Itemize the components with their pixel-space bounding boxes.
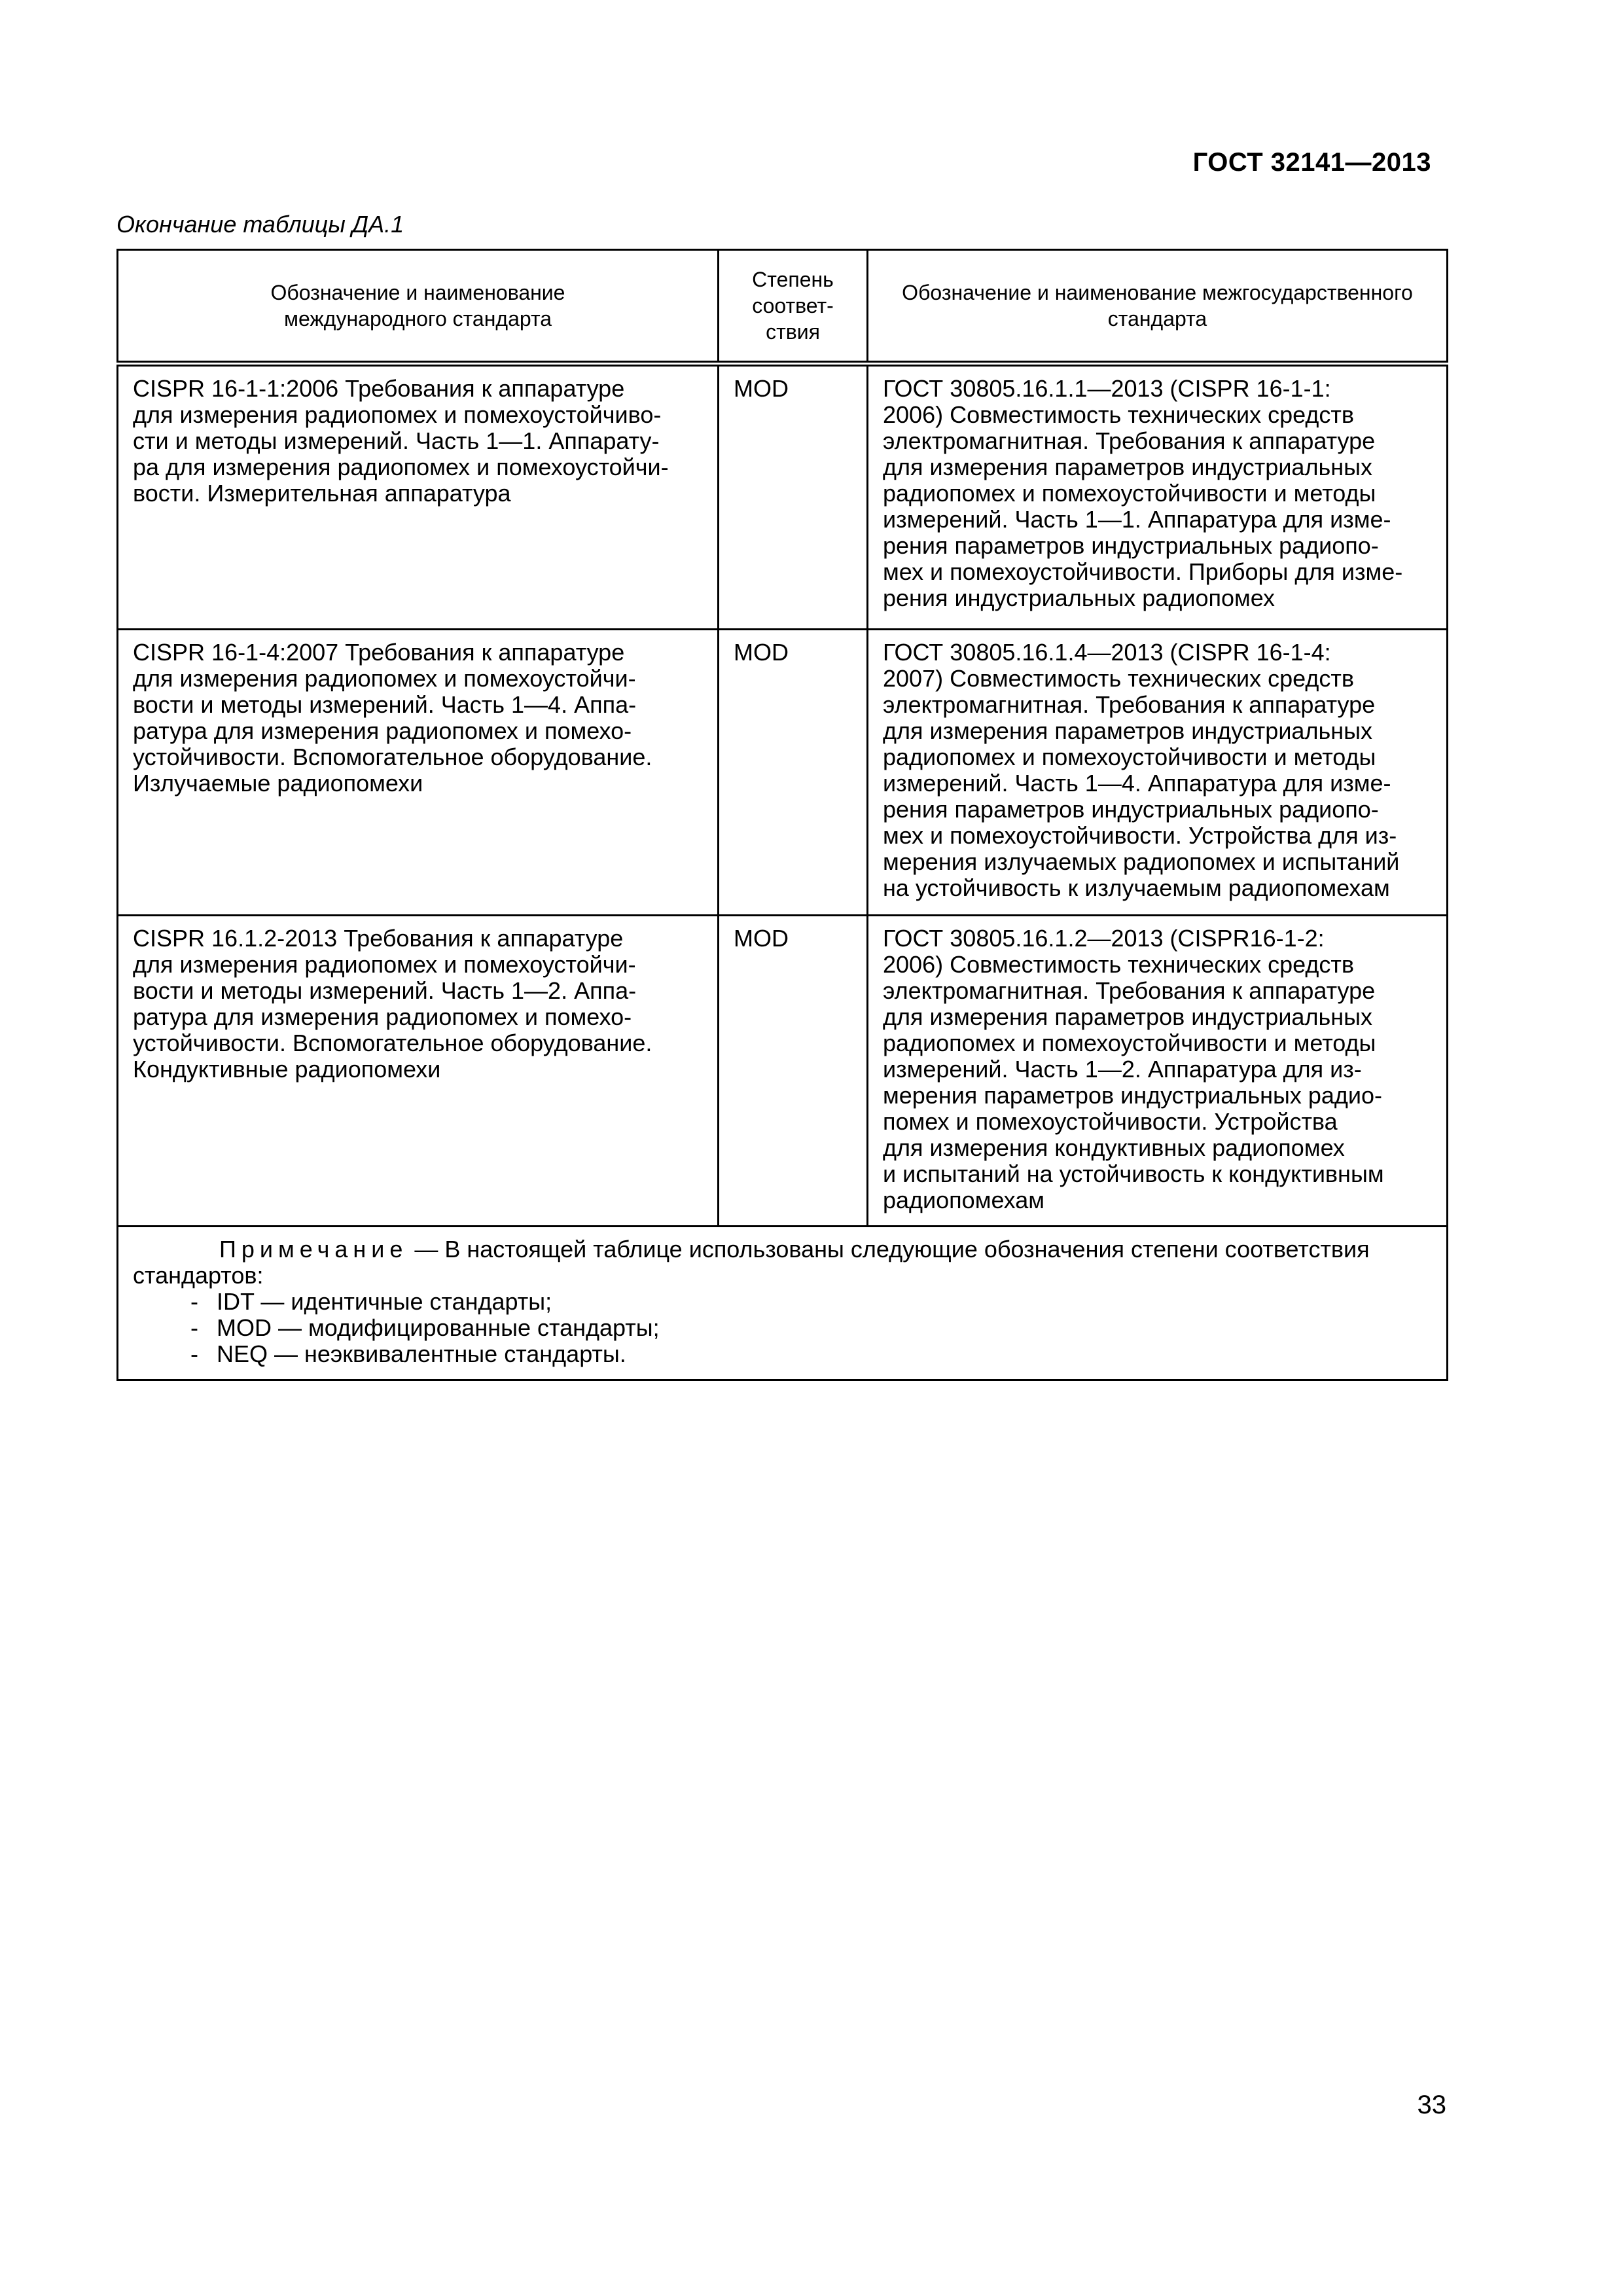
header-international-label: Обозначение и наименование международного стандарта [270, 281, 565, 331]
interstate-standard-text: ГОСТ 30805.16.1.2—2013 (CISPR16-1-2: 2006) Совместимость технических средств электромагнитная. Требования к аппаратуре для измерения параметров индустриальных радиопомех и помехоустойчивости и методы измерений. Часть 1—2. Аппаратура для из- мерения параметров индустриальных радио- помех и помехоустойчивости. Устройства для измерения кондуктивных радиопомех и испытаний на устойчивость к кондуктивным радиопомехам [883, 925, 1384, 1213]
list-item: - MOD — модифицированные стандарты; [190, 1314, 660, 1341]
cell-interstate-standard [868, 630, 1448, 916]
table-header-row [118, 250, 1448, 364]
header-interstate-label: Обозначение и наименование межгосударственного стандарта [902, 281, 1413, 331]
cell-degree [719, 364, 868, 630]
intl-standard-text: CISPR 16.1.2-2013 Требования к аппаратуре для измерения радиопомех и помехоустойчи- вости и методы измерений. Часть 1—2. Аппа- ратура для измерения радиопомех и помехо- устойчивости. Вспомогательное оборудование. Кондуктивные радиопомехи [133, 925, 652, 1083]
header-degree-label: Степень соответ- ствия [752, 268, 834, 344]
list-item: - NEQ — неэквивалентные стандарты. [190, 1340, 626, 1367]
table-row [118, 916, 1448, 1227]
note-body: — В настоящей таблице использованы следующие обозначения степени соответствия стандартов: [133, 1236, 1370, 1289]
table-note-row [118, 1227, 1448, 1380]
page-number: 33 [1417, 2090, 1446, 2119]
cell-interstate-standard [868, 364, 1448, 630]
note-item-text: NEQ — неэквивалентные стандарты. [217, 1340, 626, 1367]
cell-degree [719, 630, 868, 916]
table-caption: Окончание таблицы ДА.1 [116, 211, 404, 238]
cell-international-standard [118, 364, 719, 630]
degree-text: MOD [734, 639, 789, 666]
standards-table [116, 249, 1448, 1381]
interstate-standard-text: ГОСТ 30805.16.1.1—2013 (CISPR 16-1-1: 2006) Совместимость технических средств электромагнитная. Требования к аппаратуре для измерения параметров индустриальных радиопомех и помехоустойчивости и методы измерений. Часть 1—1. Аппаратура для изме- рения параметров индустриальных радиопо- мех и помехоустойчивости. Приборы для изме- рения индустриальных радиопомех [883, 375, 1403, 611]
table-note [118, 1227, 1448, 1380]
table-row [118, 364, 1448, 630]
cell-international-standard [118, 916, 719, 1227]
cell-interstate-standard [868, 916, 1448, 1227]
degree-text: MOD [734, 925, 789, 952]
note-list [133, 1289, 1432, 1367]
degree-text: MOD [734, 375, 789, 402]
cell-degree [719, 916, 868, 1227]
table-row [118, 630, 1448, 916]
note-text [133, 1236, 1432, 1289]
cell-international-standard [118, 630, 719, 916]
note-item-text: MOD — модифицированные стандарты; [217, 1314, 660, 1341]
interstate-standard-text: ГОСТ 30805.16.1.4—2013 (CISPR 16-1-4: 2007) Совместимость технических средств электромагнитная. Требования к аппаратуре для измерения параметров индустриальных радиопомех и помехоустойчивости и методы измерений. Часть 1—4. Аппаратура для изме- рения параметров индустриальных радиопо- мех и помехоустойчивости. Устройства для из- мерения излучаемых радиопомех и испытаний на устойчивость к излучаемым радиопомехам [883, 639, 1400, 901]
header-international-standard [118, 250, 719, 364]
intl-standard-text: CISPR 16-1-1:2006 Требования к аппаратуре для измерения радиопомех и помехоустойчиво- сти и методы измерений. Часть 1—1. Аппарату- ра для измерения радиопомех и помехоустойчи- вости. Измерительная аппаратура [133, 375, 669, 507]
header-degree [719, 250, 868, 364]
document-code: ГОСТ 32141—2013 [1192, 148, 1431, 177]
note-label: Примечание [219, 1236, 408, 1263]
note-item-text: IDT — идентичные стандарты; [217, 1288, 552, 1315]
header-interstate-standard [868, 250, 1448, 364]
intl-standard-text: CISPR 16-1-4:2007 Требования к аппаратуре для измерения радиопомех и помехоустойчи- вости и методы измерений. Часть 1—4. Аппа- ратура для измерения радиопомех и помехо- устойчивости. Вспомогательное оборудование. Излучаемые радиопомехи [133, 639, 652, 797]
list-item: - IDT — идентичные стандарты; [190, 1288, 552, 1315]
